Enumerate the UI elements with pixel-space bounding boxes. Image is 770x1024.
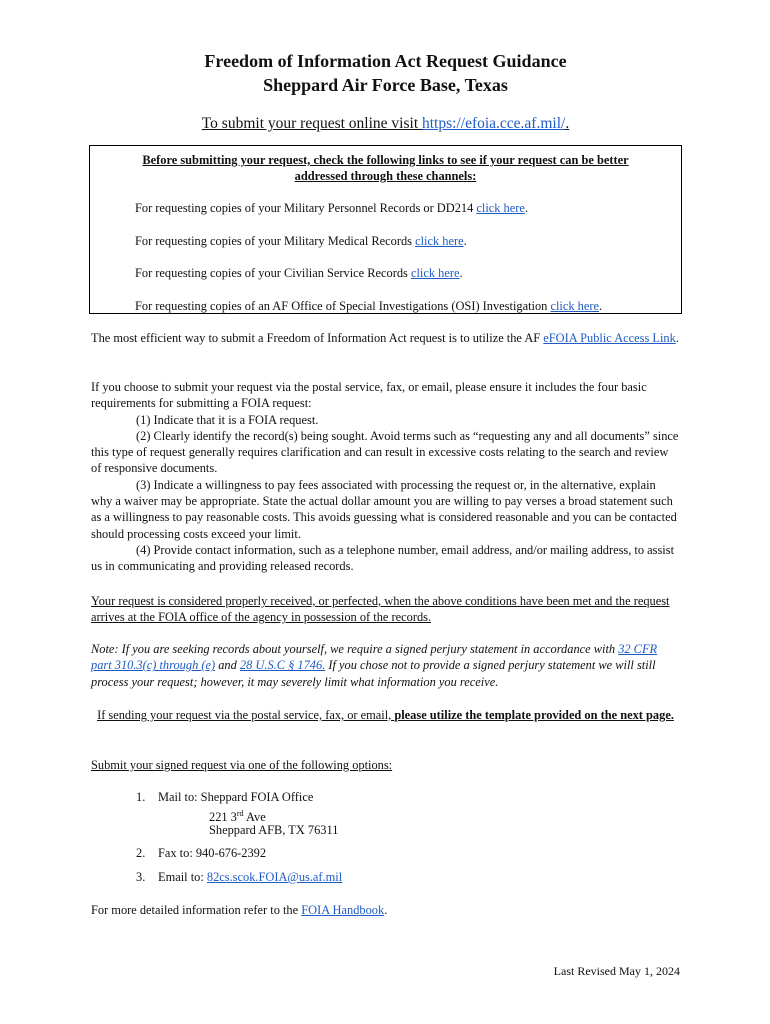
address-line-3: Sheppard AFB, TX 76311: [209, 823, 339, 837]
box-item-medical-records: [135, 233, 467, 249]
box-item-end: .: [598, 299, 603, 313]
submit-options-heading: Submit your signed request via one of the following options:: [91, 758, 393, 772]
efficient-end: .: [675, 331, 679, 345]
requirements-intro: If you choose to submit your request via the postal service, fax, or email, please ensure it includes the four basic requirements for submitting a FOIA request:: [91, 380, 647, 411]
osi-investigation-link[interactable]: click here: [550, 299, 599, 313]
requirement-1: (1) Indicate that it is a FOIA request.: [136, 412, 319, 427]
online-text: To submit your request online visit: [201, 115, 422, 132]
handbook-end: .: [384, 903, 388, 917]
email-label: Email to:: [158, 870, 207, 884]
note-text-1: Note: If you are seeking records about yourself, we require a signed perjury statement in accordance with: [91, 642, 619, 656]
civilian-records-link[interactable]: click here: [410, 266, 460, 280]
efoia-public-access-link[interactable]: eFOIA Public Access Link: [543, 331, 676, 345]
personnel-records-link[interactable]: click here: [476, 201, 525, 215]
box-item-end: .: [459, 266, 463, 280]
box-item-text: For requesting copies of your Military Personnel Records or DD214: [135, 201, 477, 215]
note-and: and: [215, 658, 240, 673]
requirement-2: (2) Clearly identify the record(s) being sought. Avoid terms such as “requesting any and all documents” since this type of request generally requires clarification and can result in excessive costs relating to the search and review of responsive documents.: [91, 428, 679, 476]
efficient-text: The most efficient way to submit a Freedom of Information Act request is to utilize the AF: [91, 331, 544, 345]
perfected-paragraph: Your request is considered properly received, or perfected, when the above conditions have been met and the request arrives at the FOIA office of the agency in possession of the records.: [91, 594, 670, 625]
option-number: 2.: [136, 846, 146, 860]
box-item-personnel-records: [135, 200, 528, 216]
box-heading: [90, 152, 681, 184]
title-line-2: Sheppard Air Force Base, Texas: [263, 75, 508, 95]
option-email: [136, 869, 342, 885]
fax-text: Fax to: 940-676-2392: [158, 846, 267, 860]
template-instruction: [91, 707, 680, 723]
box-item-text: For requesting copies of your Civilian Service Records: [135, 266, 411, 280]
box-item-end: .: [524, 201, 528, 215]
option-fax: [136, 845, 266, 861]
requirements-section: [91, 379, 680, 575]
box-heading-line-1: Before submitting your request, check the following links to see if your request can be better: [142, 153, 629, 167]
foia-handbook-link[interactable]: FOIA Handbook: [301, 903, 385, 917]
handbook-paragraph: [91, 902, 680, 918]
efoia-link[interactable]: https://efoia.cce.af.mil/: [422, 115, 566, 132]
handbook-text: For more detailed information refer to the: [91, 903, 302, 917]
template-text: If sending your request via the postal service, fax, or email,: [97, 708, 395, 722]
efficient-paragraph: [91, 330, 680, 346]
address-street: 221 3: [209, 810, 237, 825]
medical-records-link[interactable]: click here: [415, 234, 464, 248]
alternate-channels-box: [89, 145, 682, 314]
last-revised: Last Revised May 1, 2024: [553, 964, 680, 978]
title-line-1: Freedom of Information Act Request Guidance: [204, 51, 567, 71]
address-ave: Ave: [243, 810, 266, 825]
mail-label: Mail to: Sheppard FOIA Office: [158, 790, 314, 804]
address-superscript: rd: [236, 809, 244, 818]
box-item-text: For requesting copies of your Military Medical Records: [135, 234, 416, 248]
usc-link[interactable]: 28 U.S.C § 1746.: [239, 658, 326, 673]
box-item-end: .: [463, 234, 467, 248]
page-title: [91, 49, 680, 97]
foia-email-link[interactable]: 82cs.scok.FOIA@us.af.mil: [206, 870, 343, 884]
box-heading-line-2: addressed through these channels:: [294, 169, 477, 183]
note-text-2: If you chose not to provide a signed perjury statement we will still process your request; however, it may severely limit what information you receive.: [91, 658, 656, 689]
online-end: .: [565, 115, 570, 132]
option-number: 3.: [136, 870, 146, 884]
perjury-note: [91, 641, 680, 690]
option-mail: [136, 789, 313, 805]
requirement-4: (4) Provide contact information, such as a telephone number, email address, and/or mailing address, to assist us in communicating and providing released records.: [91, 542, 675, 574]
box-item-text: For requesting copies of an AF Office of Special Investigations (OSI) Investigation: [135, 299, 551, 313]
box-item-osi-investigation: [135, 298, 602, 314]
cfr-link[interactable]: 32 CFR part 310.3(c) through (e): [91, 642, 658, 673]
option-number: 1.: [136, 790, 146, 804]
template-bold-text: please utilize the template provided on the next page.: [394, 708, 674, 722]
online-submission-line: [91, 114, 680, 134]
box-item-civilian-records: [135, 265, 463, 281]
requirement-3: (3) Indicate a willingness to pay fees associated with processing the request or, in the alternative, explain why a waiver may be appropriate. State the actual dollar amount you are willing to pay verses a broad statement such as a willingness to pay reasonable costs. This avoids guessing what is considered reasonable and you can be contacted should processing costs exceed your limit.: [91, 477, 677, 541]
